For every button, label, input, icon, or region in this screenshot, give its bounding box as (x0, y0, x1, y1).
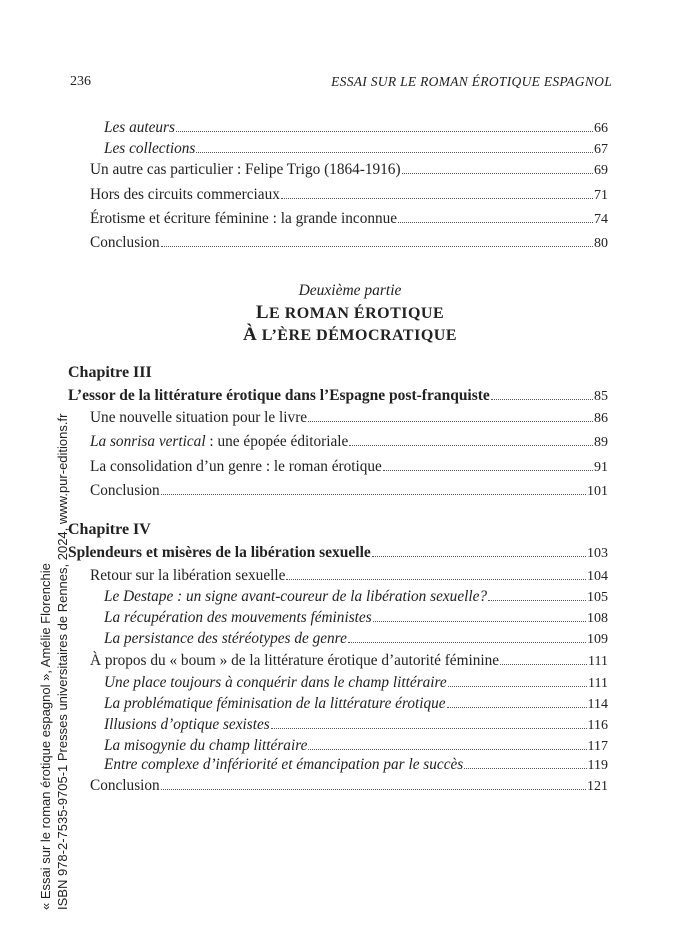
side-credit (37, 414, 71, 910)
toc-entry: Conclusion 101 (90, 482, 608, 499)
toc-entry: Retour sur la libération sexuelle 104 (90, 567, 608, 584)
toc-entry: Entre complexe d’infériorité et émancipation par le succès 119 (104, 756, 608, 773)
toc-entry: Hors des circuits commerciaux 71 (90, 186, 608, 203)
toc-entry: Les collections 67 (104, 140, 608, 157)
running-head: ESSAI SUR LE ROMAN ÉROTIQUE ESPAGNOL (331, 74, 612, 89)
chapter-title: L’essor de la littérature érotique dans l’Espagne post-franquiste 85 (68, 387, 608, 404)
toc-entry: La problématique féminisation de la littérature érotique 114 (104, 695, 608, 712)
toc-entry: Érotisme et écriture féminine : la grande inconnue 74 (90, 210, 608, 227)
part-subtitle: Deuxième partie (298, 282, 402, 299)
toc-entry: La sonrisa vertical : une épopée éditoriale 89 (90, 433, 608, 450)
part-title-line1: LE ROMAN ÉROTIQUE (255, 302, 445, 323)
chapter-label: Chapitre III (68, 364, 152, 381)
toc-entry: La récupération des mouvements féministes 108 (104, 609, 608, 626)
side-credit-line2: ISBN 978-2-7535-9705-1 Presses universitaires de Rennes, 2024, www.pur-editions.fr (55, 413, 70, 910)
chapter-title: Splendeurs et misères de la libération sexuelle 103 (68, 544, 608, 561)
page-number: 236 (70, 74, 91, 89)
toc-entry: Une nouvelle situation pour le livre 86 (90, 409, 608, 426)
toc-entry: Conclusion 121 (90, 777, 608, 794)
toc-entry: La consolidation d’un genre : le roman érotique 91 (90, 458, 608, 475)
toc-entry: Un autre cas particulier : Felipe Trigo (1864-1916) 69 (90, 161, 608, 178)
toc-entry: À propos du « boum » de la littérature érotique d’autorité féminine 111 (90, 652, 608, 669)
toc-entry: Conclusion 80 (90, 234, 608, 251)
side-credit-line1: « Essai sur le roman érotique espagnol », Amélie Florenchie (38, 563, 53, 910)
toc-entry: Le Destape : un signe avant-coureur de la libération sexuelle? 105 (104, 588, 608, 605)
toc-entry: La persistance des stéréotypes de genre 109 (104, 630, 608, 647)
toc-entry: Illusions d’optique sexistes 116 (104, 716, 608, 733)
chapter-label: Chapitre IV (68, 521, 151, 538)
toc-entry: Les auteurs 66 (104, 119, 608, 136)
toc-entry: La misogynie du champ littéraire 117 (104, 737, 608, 754)
part-title-line2: À L’ÈRE DÉMOCRATIQUE (243, 324, 457, 345)
toc-entry: Une place toujours à conquérir dans le champ littéraire 111 (104, 674, 608, 691)
